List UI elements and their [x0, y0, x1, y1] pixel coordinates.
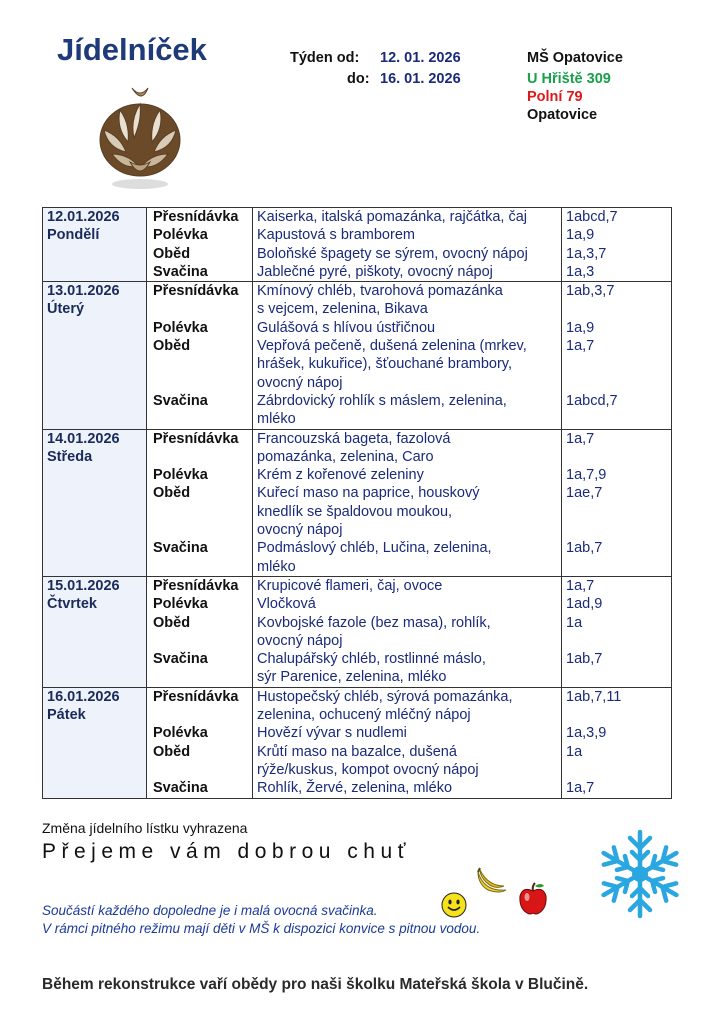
day-date: 12.01.2026 [47, 209, 120, 225]
meal-type [153, 503, 248, 521]
allergen [566, 448, 667, 466]
allergen: 1abcd,7 [566, 392, 618, 409]
food-line: Kuřecí maso na paprice, houskový [257, 485, 480, 502]
allergen: 1a,7 [566, 338, 595, 355]
allergen: 1ab,7,11 [566, 688, 622, 705]
meal-type [153, 706, 248, 724]
allergen: 1abcd,7 [566, 209, 618, 225]
food-cell [253, 429, 562, 576]
meal-type: Polévka [153, 467, 208, 484]
meal-type [153, 300, 248, 318]
allergen [566, 300, 667, 318]
food-cell [253, 282, 562, 429]
allergens-cell [562, 576, 672, 687]
food-line: rýže/kuskus, kompot ovocný nápoj [257, 761, 479, 778]
meal-type: Přesnídávka [153, 577, 239, 594]
school-address-1: U Hřiště 309 [527, 71, 611, 87]
food-line: ovocný nápoj [257, 632, 343, 649]
meal-types [147, 282, 253, 429]
food-line: Krůtí maso na bazalce, dušená [257, 743, 457, 760]
food-line: Krém z kořenové zeleniny [257, 467, 424, 484]
meal-type [153, 521, 248, 539]
meal-types [147, 576, 253, 687]
allergen: 1ab,7 [566, 651, 603, 668]
meal-type: Přesnídávka [153, 283, 239, 300]
banana-icon [474, 866, 510, 898]
meal-type [153, 374, 248, 392]
meal-types [147, 208, 253, 282]
day-date: 15.01.2026 [47, 577, 120, 594]
allergen [566, 761, 667, 779]
week-to-value: 16. 01. 2026 [380, 71, 461, 87]
day-cell [43, 429, 147, 576]
allergen: 1a [566, 614, 583, 631]
day-name: Středa [47, 448, 93, 465]
food-line: Vločková [257, 596, 316, 613]
week-from-value: 12. 01. 2026 [380, 50, 461, 66]
allergen: 1a,3 [566, 263, 595, 280]
school-address-2: Polní 79 [527, 89, 583, 105]
food-line: Podmáslový chléb, Lučina, zelenina, [257, 540, 492, 557]
food-cell [253, 208, 562, 282]
allergens-cell [562, 429, 672, 576]
allergen [566, 632, 667, 650]
week-from-label: Týden od: [290, 50, 360, 66]
snowflake-icon [594, 828, 686, 920]
food-line: Francouzská bageta, fazolová [257, 430, 451, 447]
allergens-cell [562, 687, 672, 798]
allergen [566, 521, 667, 539]
food-cell [253, 687, 562, 798]
meal-type: Polévka [153, 596, 208, 613]
meal-type: Přesnídávka [153, 430, 239, 447]
food-line: Rohlík, Žervé, zelenina, mléko [257, 780, 453, 797]
meal-types [147, 429, 253, 576]
pinecone-icon [90, 80, 190, 192]
meal-type: Svačina [153, 780, 208, 797]
food-line: pomazánka, zelenina, Caro [257, 448, 434, 465]
day-row [43, 208, 672, 282]
day-row [43, 687, 672, 798]
allergen: 1a,7 [566, 780, 595, 797]
day-cell [43, 282, 147, 429]
day-row [43, 429, 672, 576]
day-row [43, 282, 672, 429]
meal-type: Polévka [153, 319, 208, 336]
food-line: Krupicové flameri, čaj, ovoce [257, 577, 443, 594]
menu-table [42, 207, 672, 799]
day-name: Úterý [47, 301, 85, 318]
food-line: sýr Parenice, zelenina, mléko [257, 669, 447, 686]
footer-note: Během rekonstrukce vaří obědy pro naši školku Mateřská škola v Blučině. [42, 976, 589, 993]
allergen: 1ae,7 [566, 485, 603, 502]
allergen: 1a,7,9 [566, 467, 607, 484]
food-line: Hustopečský chléb, sýrová pomazánka, [257, 688, 513, 705]
meal-type: Svačina [153, 540, 208, 557]
meal-type [153, 761, 248, 779]
food-line: hrášek, kukuřice), šťouchané brambory, [257, 356, 513, 373]
allergen: 1a,9 [566, 227, 595, 244]
day-cell [43, 576, 147, 687]
food-line: Kapustová s bramborem [257, 227, 415, 244]
food-line: mléko [257, 558, 296, 575]
meal-type [153, 632, 248, 650]
meal-type: Oběd [153, 485, 191, 502]
food-cell [253, 576, 562, 687]
snack-note: Součástí každého dopoledne je i malá ovocná svačinka. [42, 903, 378, 918]
allergens-cell [562, 282, 672, 429]
food-line: mléko [257, 411, 296, 428]
food-line: Boloňské špagety se sýrem, ovocný nápoj [257, 245, 528, 262]
food-line: Kaiserka, italská pomazánka, rajčátka, čaj [257, 209, 527, 225]
day-date: 14.01.2026 [47, 430, 120, 447]
food-line: Gulášová s hlívou ústřičnou [257, 319, 436, 336]
week-to-label: do: [347, 71, 370, 87]
meal-type: Svačina [153, 651, 208, 668]
meal-type: Přesnídávka [153, 209, 239, 225]
drinking-note: V rámci pitného režimu mají děti v MŠ k dispozici konvice s pitnou vodou. [42, 921, 481, 936]
allergen: 1a,7 [566, 430, 595, 447]
meal-type: Oběd [153, 614, 191, 631]
food-line: knedlík se špaldovou moukou, [257, 503, 453, 520]
greeting: Přejeme vám dobrou chuť [42, 840, 411, 863]
food-line: Vepřová pečeně, dušená zelenina (mrkev, [257, 338, 527, 355]
food-line: Kovbojské fazole (bez masa), rohlík, [257, 614, 491, 631]
school-name: MŠ Opatovice [527, 50, 623, 66]
meal-type: Svačina [153, 263, 208, 280]
food-line: Kmínový chléb, tvarohová pomazánka [257, 283, 503, 300]
meal-types [147, 687, 253, 798]
day-row [43, 576, 672, 687]
allergen: 1a,7 [566, 577, 595, 594]
food-line: Zábrdovický rohlík s máslem, zelenina, [257, 392, 507, 409]
food-line: Hovězí vývar s nudlemi [257, 725, 407, 742]
menu-change-note: Změna jídelního lístku vyhrazena [42, 820, 248, 836]
food-line: Jablečné pyré, piškoty, ovocný nápoj [257, 263, 493, 280]
allergen [566, 706, 667, 724]
day-cell [43, 687, 147, 798]
day-date: 13.01.2026 [47, 283, 120, 300]
meal-type [153, 448, 248, 466]
allergen: 1a,9 [566, 319, 595, 336]
meal-type [153, 355, 248, 373]
meal-type: Přesnídávka [153, 688, 239, 705]
meal-type: Oběd [153, 743, 191, 760]
allergen: 1a,3,7 [566, 245, 607, 262]
day-cell [43, 208, 147, 282]
allergen: 1ab,7 [566, 540, 603, 557]
meal-type: Polévka [153, 227, 208, 244]
school-town: Opatovice [527, 107, 598, 123]
meal-type: Oběd [153, 338, 191, 355]
meal-type: Svačina [153, 392, 208, 409]
allergen: 1a [566, 743, 583, 760]
food-line: Chalupářský chléb, rostlinné máslo, [257, 651, 486, 668]
allergen [566, 374, 667, 392]
allergen: 1a,3,9 [566, 725, 607, 742]
day-name: Čtvrtek [47, 596, 97, 613]
day-date: 16.01.2026 [47, 688, 120, 705]
food-line: ovocný nápoj [257, 374, 343, 391]
page-title: Jídelníček [57, 32, 207, 67]
allergen: 1ab,3,7 [566, 283, 615, 300]
food-line: zelenina, ochucený mléčný nápoj [257, 707, 471, 724]
meal-type: Polévka [153, 725, 208, 742]
allergens-cell [562, 208, 672, 282]
allergen: 1ad,9 [566, 596, 603, 613]
meal-type: Oběd [153, 245, 191, 262]
day-name: Pondělí [47, 227, 100, 244]
allergen [566, 503, 667, 521]
allergen [566, 355, 667, 373]
food-line: s vejcem, zelenina, Bikava [257, 301, 428, 318]
apple-icon [517, 882, 549, 916]
day-name: Pátek [47, 707, 86, 724]
food-line: ovocný nápoj [257, 522, 343, 539]
smiley-icon [441, 892, 467, 918]
